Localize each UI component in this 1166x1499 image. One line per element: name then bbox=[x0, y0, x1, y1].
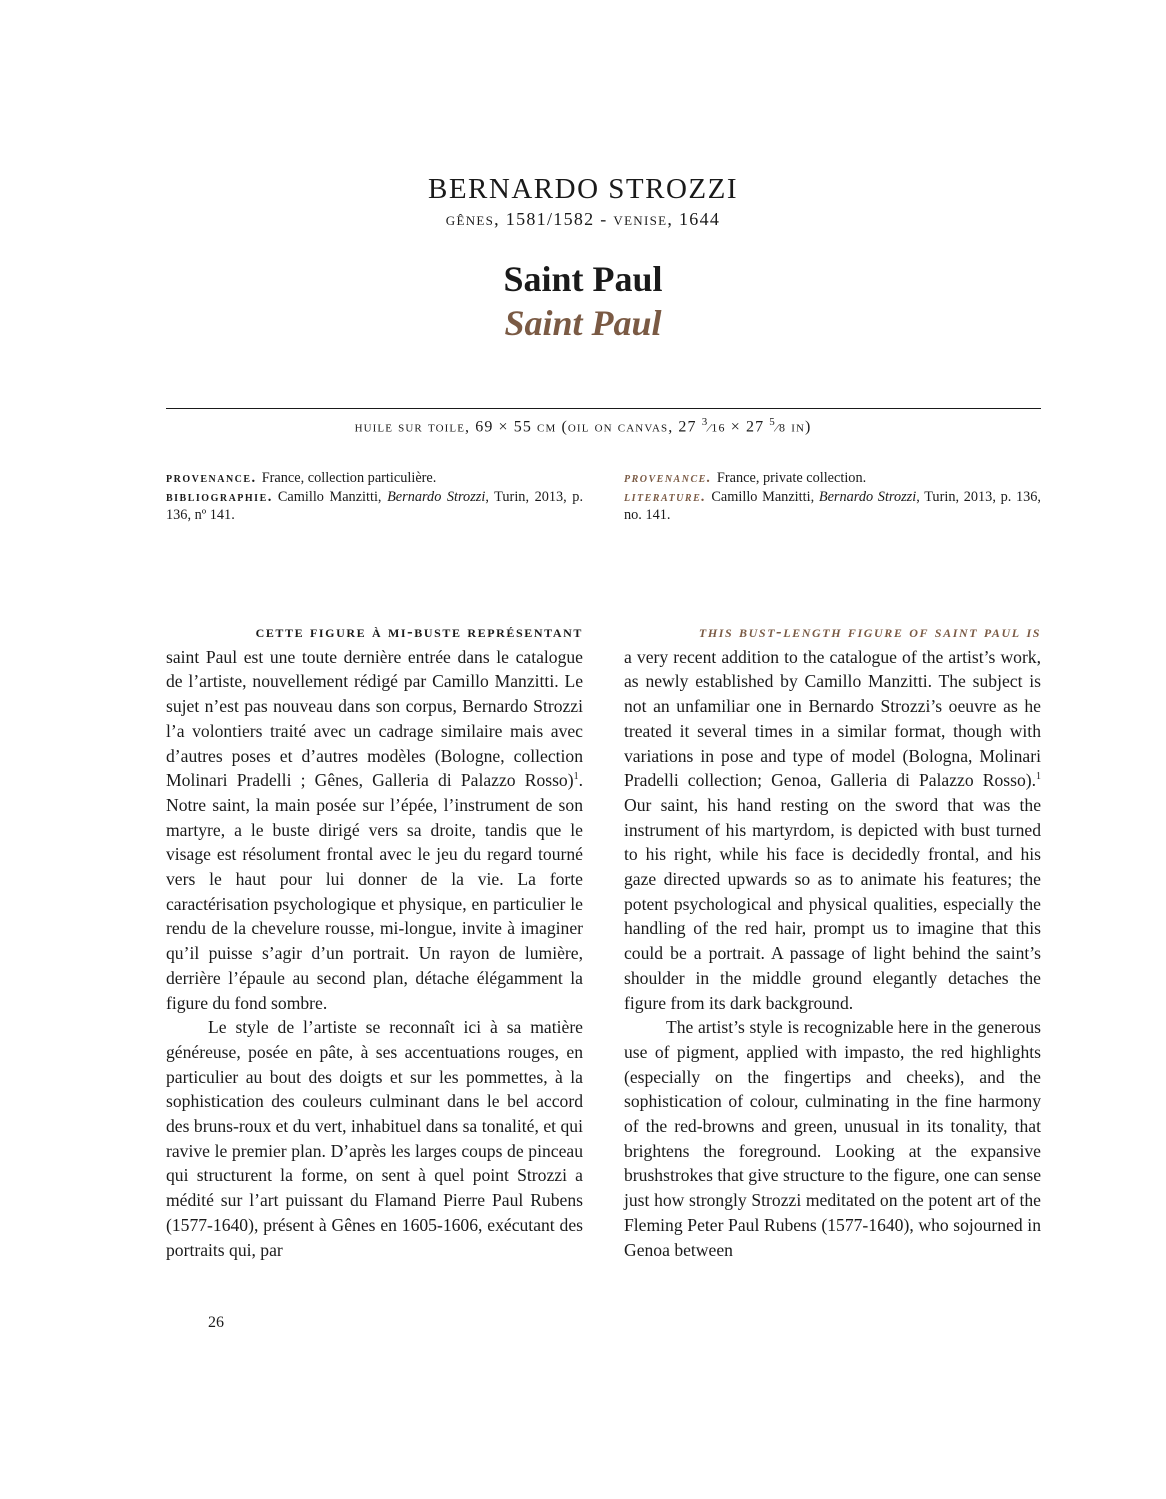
horizontal-rule bbox=[166, 408, 1041, 409]
paragraph-1-french bbox=[166, 645, 583, 1016]
bibliography-french bbox=[166, 488, 583, 525]
fraction-denominator: ⁄8 bbox=[775, 420, 787, 435]
medium-middle: × 27 bbox=[725, 418, 770, 436]
footnote-ref[interactable]: 1 bbox=[573, 771, 579, 783]
lead-in-french: cette figure à mi-buste représentant bbox=[255, 622, 583, 641]
fraction-numerator: 3 bbox=[701, 416, 709, 428]
bibliography-post: , Turin, 2013, p. 136, nº 141. bbox=[166, 488, 584, 523]
literature-title: Bernardo Strozzi bbox=[818, 488, 917, 505]
paragraph-2-french: Le style de l’artiste se reconnaît ici à sa matière généreuse, posée en pâte, à ses accentuations rouges, en particulier au bout des doigts et sur les pommettes, à la sophistication des couleurs culminant dans le bel accord des bruns-roux et du vert, inhabituel dans sa tonalité, et qui ravive le premier plan. D’après les larges coups de pinceau qui structurent la forme, on sent à quel point Strozzi a médité sur l’art puissant du Flamand Pierre Paul Rubens (1577-1640), présent à Gênes en 1605-1606, exécutant des portraits qui, par bbox=[166, 1017, 583, 1260]
artist-header bbox=[0, 172, 1166, 230]
body-column-french bbox=[166, 620, 583, 1262]
artist-dates: gênes, 1581/1582 - venise, 1644 bbox=[445, 209, 721, 229]
bibliography-title: Bernardo Strozzi bbox=[387, 488, 486, 505]
paragraph-text: a very recent addition to the catalogue of the artist’s work, as newly established by Camillo Manzitti. The subject is not an unfamiliar one in Bernardo Strozzi’s oeuvre as he treated it several times in a similar format, though with variations in pose and type of model (Bologna, Molinari Pradelli collection; Genoa, Galleria di Palazzo Rosso). bbox=[624, 646, 1041, 791]
paragraph-text: saint Paul est une toute dernière entrée dans le catalogue de l’artiste, nouvellement rédigé par Camillo Manzitti. Le sujet n’est pas nouveau dans son corpus, Bernardo Strozzi l’a volontiers traité avec un cadrage similaire mais avec d’autres poses et d’autres modèles (Bologne, collection Molinari Pradelli ; Gênes, Galleria di Palazzo Rosso) bbox=[166, 646, 583, 791]
provenance-text: France, collection particulière. bbox=[261, 470, 437, 486]
provenance-english bbox=[624, 469, 1041, 488]
fraction-denominator: ⁄16 bbox=[708, 420, 726, 435]
paragraph-1-english bbox=[624, 645, 1041, 1016]
medium-prefix: huile sur toile, 69 × 55 cm (oil on canvas, 27 bbox=[354, 418, 702, 436]
medium-suffix: in) bbox=[786, 418, 812, 436]
provenance-french bbox=[166, 469, 583, 488]
metadata-french bbox=[166, 469, 583, 525]
provenance-text: France, private collection. bbox=[716, 470, 867, 486]
metadata-english bbox=[624, 469, 1041, 525]
paragraph-text: . Notre saint, la main posée sur l’épée, l’instrument de son martyre, a le buste dirigé vers sa droite, tandis que le visage est résolument frontal avec le jeu du regard tourné vers le haut pour lui donner de la vie. La forte caractérisation psychologique et physique, en particulier le rendu de la chevelure rousse, mi-longue, invite à imaginer qu’il puisse s’agir d’un portrait. Un rayon de lumière, derrière l’épaule au second plan, détache élégamment la figure du fond sombre. bbox=[166, 770, 583, 1013]
bibliography-pre: Camillo Manzitti, bbox=[277, 488, 388, 505]
artwork-title-english: Saint Paul bbox=[504, 303, 662, 343]
footnote-ref[interactable]: 1 bbox=[1036, 771, 1041, 783]
paragraph-2-english: The artist’s style is recognizable here in the generous use of pigment, applied with impasto, the red highlights (especially on the fingertips and cheeks), and the sophistication of colour, culminating in the fine harmony of the red-browns and green, unusual in its tonality, that brightens the foreground. Looking at the expansive brushstrokes that give structure to the figure, one can sense just how strongly Strozzi meditated on the potent art of the Fleming Peter Paul Rubens (1577-1640), who sojourned in Genoa between bbox=[624, 1017, 1041, 1260]
literature-english bbox=[624, 488, 1041, 525]
literature-post: , Turin, 2013, p. 136, no. 141. bbox=[624, 488, 1042, 523]
bibliography-label: bibliographie. bbox=[166, 488, 273, 505]
literature-pre: Camillo Manzitti, bbox=[711, 488, 819, 505]
provenance-label: provenance. bbox=[166, 470, 257, 486]
medium-dimensions bbox=[0, 412, 1166, 437]
fraction-numerator: 5 bbox=[769, 416, 776, 428]
body-column-english bbox=[624, 620, 1041, 1262]
paragraph-text: Our saint, his hand resting on the sword that was the instrument of his martyrdom, is depicted with bust turned to his right, while his face is decidedly frontal, and his gaze directed upwards so as to animate his features; the potent psychological and physical qualities, especially the handling of the red hair, prompt us to imagine that this could be a portrait. A passage of light behind the saint’s shoulder in the middle ground elegantly detaches the figure from its dark background. bbox=[624, 794, 1041, 1013]
provenance-label: provenance. bbox=[624, 470, 712, 486]
artist-name: BERNARDO STROZZI bbox=[428, 173, 738, 205]
page-number: 26 bbox=[208, 1314, 224, 1331]
lead-in-english: this bust-length figure of saint paul is bbox=[698, 622, 1041, 641]
literature-label: literature. bbox=[624, 488, 707, 505]
artwork-title-french: Saint Paul bbox=[503, 259, 663, 299]
